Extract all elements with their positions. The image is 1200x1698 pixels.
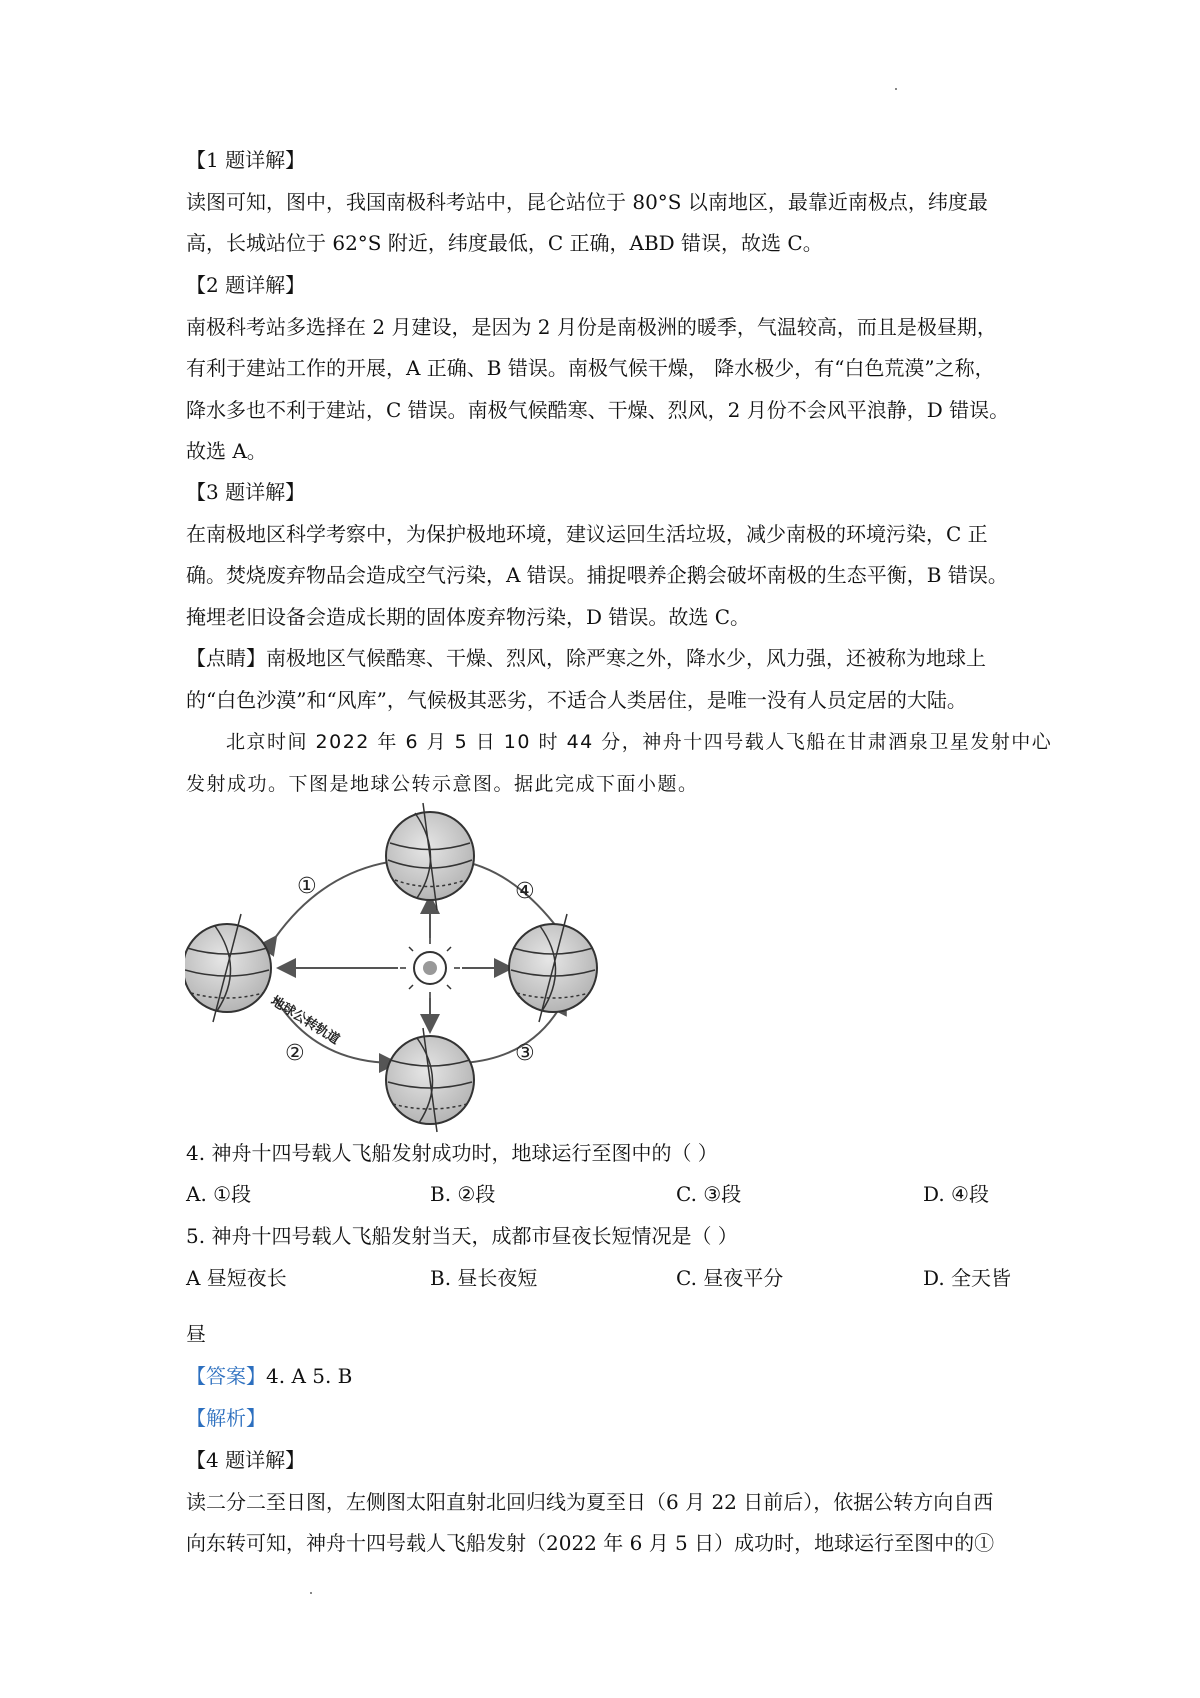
q5-option-c[interactable]: C. 昼夜平分 [676, 1266, 784, 1290]
q5-stem: 5. 神舟十四号载人飞船发射当天，成都市昼夜长短情况是（ ） [186, 1224, 738, 1248]
earth-left-icon [185, 914, 271, 1022]
section2-line-4: 故选 A。 [186, 439, 267, 463]
sun-icon [400, 938, 460, 998]
section2-line-1: 南极科考站多选择在 2 月建设，是因为 2 月份是南极洲的暖季，气温较高，而且是极昼期， [186, 315, 997, 339]
pointer-line-2: 的“白色沙漠”和“风库”，气候极其恶劣，不适合人类居住，是唯一没有人员定居的大陆。 [186, 688, 967, 712]
section1-heading: 【1 题详解】 [186, 148, 306, 172]
section2-line-2: 有利于建站工作的开展，A 正确、B 错误。南极气候干燥， 降水极少，有“白色荒漠”之称， [186, 356, 995, 380]
answer-text: 4. A 5. B [266, 1364, 353, 1388]
scan-speck [310, 1592, 312, 1594]
section2-line-3: 降水多也不利于建站，C 错误。南极气候酷寒、干燥、烈风，2 月份不会风平浪静，D 错误。 [186, 398, 1010, 422]
intro-line-1: 北京时间 2022 年 6 月 5 日 10 时 44 分，神舟十四号载人飞船在甘肃酒泉卫星发射中心 [226, 731, 1053, 753]
section3-line-1: 在南极地区科学考察中，为保护极地环境，建议运回生活垃圾，减少南极的环境污染，C 正 [186, 522, 988, 546]
q5-option-b[interactable]: B. 昼长夜短 [430, 1266, 538, 1290]
section1-line-1: 读图可知，图中，我国南极科考站中，昆仑站位于 80°S 以南地区，最靠近南极点，纬度最 [186, 190, 988, 214]
earth-bottom-icon [386, 1028, 474, 1132]
q5-option-a[interactable]: A 昼短夜长 [186, 1266, 287, 1290]
q4-option-d[interactable]: D. ④段 [923, 1182, 989, 1206]
pointer-line-1: 【点睛】南极地区气候酷寒、干燥、烈风，除严寒之外，降水少，风力强，还被称为地球上 [186, 646, 986, 670]
label-3: ③ [515, 1041, 535, 1066]
analysis-label: 【解析】 [186, 1406, 266, 1430]
orbit-arc-1 [275, 860, 403, 938]
earth-revolution-diagram [185, 798, 665, 1133]
section4-line-2: 向东转可知，神舟十四号载人飞船发射（2022 年 6 月 5 日）成功时，地球运行至图中的① [186, 1531, 995, 1555]
label-1: ① [297, 874, 317, 899]
q4-stem: 4. 神舟十四号载人飞船发射成功时，地球运行至图中的（ ） [186, 1141, 718, 1165]
section4-heading: 【4 题详解】 [186, 1448, 306, 1472]
orbit-label: 地球公转轨道 [267, 993, 342, 1048]
earth-right-icon [509, 914, 597, 1022]
answer-label: 【答案】 [186, 1364, 266, 1388]
q5-option-d[interactable]: D. 全天皆 [923, 1266, 1012, 1290]
section3-line-3: 掩埋老旧设备会造成长期的固体废弃物污染，D 错误。故选 C。 [186, 605, 751, 629]
earth-top-icon [386, 803, 474, 910]
scan-speck [895, 88, 897, 90]
q4-option-b[interactable]: B. ②段 [430, 1182, 496, 1206]
section1-line-2: 高，长城站位于 62°S 附近，纬度最低，C 正确，ABD 错误，故选 C。 [186, 231, 823, 255]
section3-heading: 【3 题详解】 [186, 480, 306, 504]
q4-option-a[interactable]: A. ①段 [186, 1182, 252, 1206]
q5-option-d-wrap: 昼 [186, 1322, 206, 1346]
section2-heading: 【2 题详解】 [186, 273, 306, 297]
intro-line-2: 发射成功。下图是地球公转示意图。据此完成下面小题。 [186, 773, 699, 795]
label-2: ② [285, 1041, 305, 1066]
label-4: ④ [515, 879, 535, 904]
answer-line [186, 1362, 352, 1390]
section3-line-2: 确。焚烧废弃物品会造成空气污染，A 错误。捕捉喂养企鹅会破坏南极的生态平衡，B 错误。 [186, 563, 1008, 587]
section4-line-1: 读二分二至日图，左侧图太阳直射北回归线为夏至日（6 月 22 日前后），依据公转方向自西 [186, 1490, 994, 1514]
q4-option-c[interactable]: C. ③段 [676, 1182, 742, 1206]
